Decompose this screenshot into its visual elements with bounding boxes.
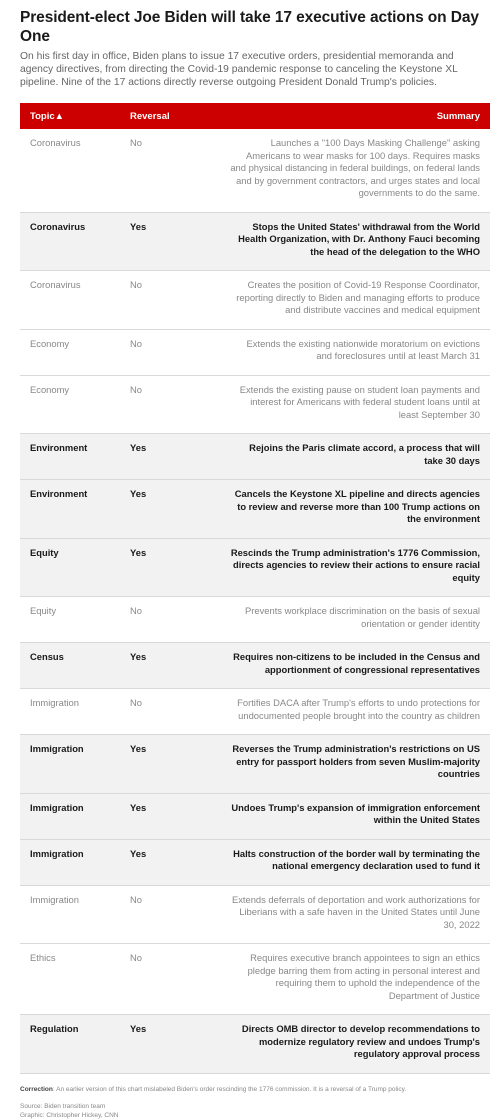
table-row [20,271,490,330]
reversal-cell: No [120,129,220,212]
reversal-cell: No [120,329,220,375]
reversal-cell: No [120,271,220,330]
table-row [20,735,490,794]
reversal-cell: No [120,375,220,434]
topic-cell: Equity [20,597,120,643]
table-row [20,643,490,689]
topic-cell: Environment [20,480,120,539]
table-row [20,212,490,271]
table-row [20,480,490,539]
correction-label: Correction [20,1085,53,1093]
summary-cell: Requires non-citizens to be included in the Census and apportionment of congressional representatives [220,643,490,689]
reversal-cell: Yes [120,212,220,271]
summary-cell: Rejoins the Paris climate accord, a process that will take 30 days [220,434,490,480]
topic-cell: Equity [20,538,120,597]
actions-table [20,103,490,1074]
table-header-row [20,103,490,129]
reversal-cell: No [120,689,220,735]
summary-column-header[interactable]: Summary [220,103,490,129]
table-header [20,103,490,129]
table-row [20,434,490,480]
table-row [20,329,490,375]
summary-cell: Extends deferrals of deportation and work authorizations for Liberians with a safe haven in the United States until June 30, 2022 [220,885,490,944]
correction-note [20,1085,490,1094]
topic-cell: Immigration [20,689,120,735]
summary-cell: Stops the United States' withdrawal from the World Health Organization, with Dr. Anthony Fauci becoming the head of the delegation to the WHO [220,212,490,271]
topic-cell: Coronavirus [20,271,120,330]
reversal-column-header[interactable]: Reversal [120,103,220,129]
topic-cell: Coronavirus [20,129,120,212]
summary-cell: Extends the existing nationwide moratorium on evictions and foreclosures until at least March 31 [220,329,490,375]
reversal-cell: No [120,885,220,944]
summary-cell: Undoes Trump's expansion of immigration enforcement within the United States [220,793,490,839]
table-row [20,944,490,1015]
reversal-cell: Yes [120,538,220,597]
summary-cell: Requires executive branch appointees to sign an ethics pledge barring them from acting in personal interest and requiring them to uphold the independence of the Department of Justice [220,944,490,1015]
topic-cell: Economy [20,329,120,375]
reversal-cell: Yes [120,643,220,689]
table-row [20,1015,490,1074]
topic-cell: Census [20,643,120,689]
summary-cell: Extends the existing pause on student loan payments and interest for Americans with federal student loans until at least September 30 [220,375,490,434]
summary-cell: Creates the position of Covid-19 Response Coordinator, reporting directly to Biden and managing efforts to produce and distribute vaccines and medical equipment [220,271,490,330]
reversal-cell: Yes [120,480,220,539]
table-row [20,689,490,735]
topic-cell: Immigration [20,885,120,944]
table-row [20,375,490,434]
topic-cell: Coronavirus [20,212,120,271]
graphic-credit: Graphic: Christopher Hickey, CNN [20,1111,119,1119]
reversal-cell: Yes [120,735,220,794]
topic-cell: Immigration [20,839,120,885]
table-row [20,129,490,212]
summary-cell: Fortifies DACA after Trump's efforts to undo protections for undocumented people brought into the country as children [220,689,490,735]
page-title: President-elect Joe Biden will take 17 executive actions on Day One [20,9,479,45]
topic-cell: Immigration [20,735,120,794]
summary-cell: Directs OMB director to develop recommendations to modernize regulatory review and undoes Trump's regulatory approval process [220,1015,490,1074]
footer [20,1085,490,1120]
table-row [20,839,490,885]
summary-cell: Prevents workplace discrimination on the basis of sexual orientation or gender identity [220,597,490,643]
reversal-cell: Yes [120,434,220,480]
correction-text: : An earlier version of this chart mislabeled Biden's order rescinding the 1776 commission. It is a reversal of a Trump policy. [52,1085,407,1093]
topic-cell: Economy [20,375,120,434]
reversal-cell: No [120,597,220,643]
topic-cell: Environment [20,434,120,480]
reversal-cell: Yes [120,839,220,885]
table-row [20,793,490,839]
summary-cell: Reverses the Trump administration's restrictions on US entry for passport holders from seven Muslim-majority countries [220,735,490,794]
table-row [20,538,490,597]
table-row [20,885,490,944]
reversal-cell: Yes [120,1015,220,1074]
summary-cell: Rescinds the Trump administration's 1776 Commission, directs agencies to review their actions to ensure racial equity [220,538,490,597]
reversal-cell: No [120,944,220,1015]
topic-cell: Immigration [20,793,120,839]
source-note: Source: Biden transition team [20,1102,106,1110]
summary-cell: Launches a "100 Days Masking Challenge" asking Americans to wear masks for 100 days. Requires masks and physical distancing in federal buildings, on federal lands and by government contractors, and urges states and local governments to do the same. [220,129,490,212]
topic-column-header[interactable]: Topic▲ [20,103,120,129]
summary-cell: Cancels the Keystone XL pipeline and directs agencies to review and reverse more than 100 Trump actions on the environment [220,480,490,539]
page-subtitle: On his first day in office, Biden plans to issue 17 executive orders, presidential memoranda and agency directives, from directing the Covid-19 pandemic response to canceling the Keystone XL pipeline. Nine of the 17 actions directly reverse outgoing President Donald Trump's policies. [20,51,458,88]
topic-cell: Regulation [20,1015,120,1074]
table-body [20,129,490,1073]
summary-cell: Halts construction of the border wall by terminating the national emergency declaration used to fund it [220,839,490,885]
topic-cell: Ethics [20,944,120,1015]
reversal-cell: Yes [120,793,220,839]
table-row [20,597,490,643]
